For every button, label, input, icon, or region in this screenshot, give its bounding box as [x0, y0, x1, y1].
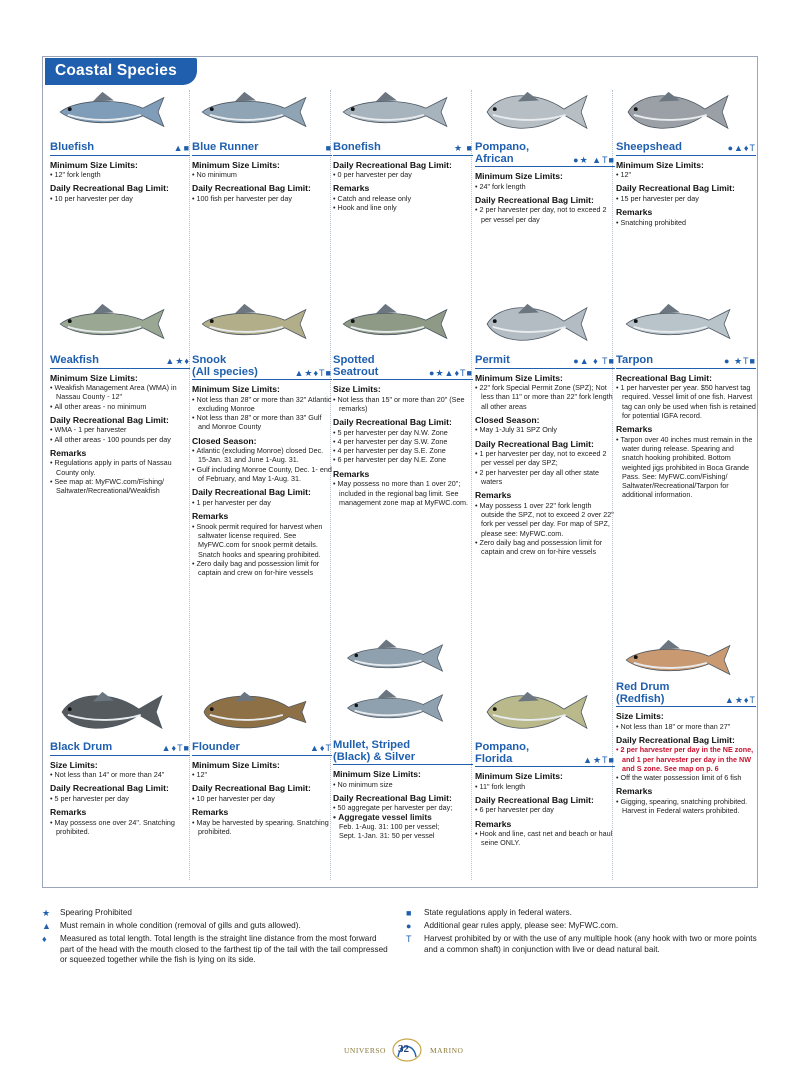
regulation-item: • 2 per harvester per day in the NE zone, and 1 per harvester per day in the NW and S zone. See map on p. 6	[616, 745, 756, 773]
regulation-item: • 12"	[192, 770, 332, 779]
species-title-row	[475, 142, 615, 167]
regulation-item: • Not less than 14" or more than 24"	[50, 770, 190, 779]
regulation-item: • May possess no more than 1 over 20"; included in the regional bag limit. See management zone map at MyFWC.com.	[333, 479, 473, 507]
fish-illustration	[48, 88, 176, 141]
regulation-item: • Zero daily bag and possession limit for captain and crew on for-hire vessels	[475, 538, 615, 557]
species-title-row	[50, 355, 190, 369]
legend-text: Additional gear rules apply, please see: MyFWC.com.	[424, 921, 619, 931]
fish-illustration	[331, 636, 459, 685]
species-name-line: Bluefish	[50, 141, 95, 153]
species-card	[50, 355, 190, 496]
species-name-line: Spotted	[333, 354, 375, 366]
regulation-symbols: ▲♦T	[310, 743, 332, 754]
species-title-row	[50, 742, 190, 756]
species-name-line: Permit	[475, 354, 510, 366]
species-name-line: Weakfish	[50, 354, 99, 366]
regulation-symbols: ▲★♦T	[724, 694, 756, 705]
section-heading: Remarks	[475, 490, 512, 501]
species-card	[616, 355, 756, 500]
regulation-item: • 15 per harvester per day	[616, 194, 756, 203]
species-name-line: Blue Runner	[192, 141, 259, 153]
regulation-item: • 100 fish per harvester per day	[192, 194, 332, 203]
species-name-line: Snook	[192, 354, 227, 366]
regulation-item: • 5 per harvester per day	[50, 794, 190, 803]
regulation-item: • May be harvested by spearing. Snatching prohibited.	[192, 818, 332, 837]
legend-text: Spearing Prohibited	[60, 908, 132, 917]
section-heading: Daily Recreational Bag Limit:	[475, 794, 594, 805]
section-heading: Minimum Size Limits:	[475, 771, 563, 781]
fish-illustration	[331, 300, 459, 353]
regulation-item: • Snatching prohibited	[616, 218, 756, 227]
species-name-line: Bonefish	[333, 141, 381, 153]
section-heading: Minimum Size Limits:	[616, 159, 704, 170]
section-heading: Remarks	[192, 807, 229, 818]
legend-item	[42, 921, 390, 931]
legend-left	[42, 908, 390, 968]
regulation-item-bold: • Aggregate vessel limits	[333, 813, 473, 822]
regulation-symbols: ●▲♦T	[727, 143, 756, 154]
section-heading: Minimum Size Limits:	[192, 159, 280, 170]
regulation-item: • Weakfish Management Area (WMA) in Nassau County - 12"	[50, 383, 190, 402]
section-heading: Minimum Size Limits:	[333, 769, 421, 779]
species-name	[50, 742, 112, 754]
fish-illustration	[190, 688, 318, 741]
regulation-item: • 12"	[616, 170, 756, 179]
species-name-line: Mullet, Striped	[333, 739, 411, 751]
regulation-item: • Snook permit required for harvest when saltwater license required. See MyFWC.com for snook permit details. Snatch hooks and spearing prohibited.	[192, 522, 332, 559]
regulation-item: • Not less than 28" or more than 33" Gulf and Monroe County	[192, 413, 332, 432]
species-name	[616, 355, 653, 367]
species-name	[616, 142, 682, 154]
regulation-item: • 4 per harvester per day S.E. Zone	[333, 446, 473, 455]
species-name-line: (Redfish)	[616, 692, 665, 705]
section-heading: Minimum Size Limits:	[50, 159, 138, 170]
regulation-symbols: ●★▲♦T■	[429, 367, 473, 378]
species-title-row	[333, 355, 473, 380]
species-card	[333, 355, 473, 507]
regulation-item: • 10 per harvester per day	[50, 194, 190, 203]
species-name	[475, 142, 529, 165]
section-heading: Minimum Size Limits:	[192, 759, 280, 770]
section-heading: Daily Recreational Bag Limit:	[475, 438, 594, 449]
species-name	[616, 682, 669, 705]
regulation-item: • Catch and release only	[333, 194, 473, 203]
section-heading: Remarks	[616, 424, 653, 435]
section-heading: Daily Recreational Bag Limit:	[192, 487, 311, 498]
species-card	[475, 355, 615, 557]
legend-text: State regulations apply in federal waters.	[424, 908, 572, 917]
regulation-item: • May possess 1 over 22" fork length outside the SPZ, not to exceed 2 over 22" fork per vessel per day. For map of SPZ, please see: MyFWC.com.	[475, 501, 615, 538]
species-name	[192, 142, 259, 154]
species-title-row	[333, 740, 473, 765]
species-name-line: Sheepshead	[616, 141, 682, 153]
species-name-line: (All species)	[192, 365, 258, 378]
species-card	[192, 142, 332, 203]
regulation-item: • 22" fork Special Permit Zone (SPZ); Not less than 11" or more than 22" fork length all other areas	[475, 383, 615, 411]
regulation-item: • 50 aggregate per harvester per day;	[333, 803, 473, 812]
legend-item	[406, 921, 758, 931]
species-name	[50, 142, 94, 154]
species-name-line: Red Drum	[616, 681, 670, 693]
regulation-item: • May possess one over 24". Snatching prohibited.	[50, 818, 190, 837]
regulation-item: • Gigging, spearing, snatching prohibited. Harvest in Federal waters prohibited.	[616, 797, 756, 816]
species-name	[333, 740, 415, 763]
species-title-row	[192, 142, 332, 156]
section-heading: Remarks	[333, 468, 370, 479]
legend-text: Must remain in whole condition (removal of gills and guts allowed).	[60, 921, 301, 931]
regulation-item: • Not less than 18" or more than 27"	[616, 722, 756, 731]
section-title: Coastal Species	[55, 62, 177, 79]
fish-illustration	[190, 88, 318, 141]
species-card	[192, 742, 332, 836]
regulation-item: • Not less than 15" or more than 20" (See remarks)	[333, 395, 473, 414]
regulation-detail: Feb. 1-Aug. 31: 100 per vessel;	[339, 821, 440, 831]
section-heading: Size Limits:	[50, 759, 98, 770]
regulation-item: • 6 per harvester per day	[475, 805, 615, 814]
section-heading: Remarks	[50, 447, 87, 458]
section-heading: Remarks	[616, 786, 653, 797]
legend-text: Harvest prohibited by or with the use of any multiple hook (any hook with two or more points and a common shaft) in conjunction with live or dead natural bait.	[424, 934, 757, 954]
regulation-item: • All other areas - 100 pounds per day	[50, 435, 190, 444]
species-title-row	[616, 142, 756, 156]
legend-text: Measured as total length. Total length is the straight line distance from the most forward part of the head with the mouth closed to the farthest tip of the tail with the tail compressed or squeezed together while the fish is lying on its side.	[60, 934, 388, 964]
species-name	[475, 742, 529, 765]
triangle-icon: ▲	[42, 921, 51, 932]
section-heading: Daily Recreational Bag Limit:	[50, 183, 169, 194]
circle-icon: ●	[406, 921, 412, 932]
section-heading: Daily Recreational Bag Limit:	[192, 783, 311, 794]
fish-illustration	[473, 300, 601, 353]
species-title-row	[333, 142, 473, 156]
species-name-line: Black Drum	[50, 741, 113, 753]
section-heading: Daily Recreational Bag Limit:	[333, 792, 452, 803]
species-name-line: Pompano,	[475, 141, 530, 153]
regulation-item: • WMA - 1 per harvester	[50, 425, 190, 434]
section-heading: Daily Recreational Bag Limit:	[475, 194, 594, 205]
fish-illustration	[473, 688, 601, 741]
regulation-item: • Tarpon over 40 inches must remain in the water during release. Spearing and snatch hooking prohibited. Bottom weighted jigs prohibited in Boca Grande Pass. See: MyFWC.com/Fishing/ Saltwater/Recreational/Tarpon for additional information.	[616, 435, 756, 500]
section-heading: Minimum Size Limits:	[475, 372, 563, 383]
fish-illustration	[48, 688, 176, 741]
page-footer	[0, 1037, 812, 1063]
fish-illustration	[614, 88, 742, 141]
species-name-line: Tarpon	[616, 354, 654, 366]
species-card	[50, 742, 190, 836]
diamond-icon: ♦	[42, 934, 47, 945]
fish-illustration	[331, 88, 459, 141]
footer-left-text: UNIVERSO	[344, 1046, 386, 1055]
regulation-item: • 1 per harvester per day, not to exceed 2 per vessel per day SPZ;	[475, 449, 615, 468]
regulation-item: • 4 per harvester per day S.W. Zone	[333, 437, 473, 446]
regulation-item: • 1 per harvester per year. $50 harvest tag required. Vessel limit of one fish. Harvest tag can only be used when fish is retained for potential IGFA record.	[616, 383, 756, 420]
legend-item	[42, 934, 390, 965]
species-card	[475, 142, 615, 224]
section-heading: Minimum Size Limits:	[50, 372, 138, 383]
section-heading: Size Limits:	[616, 711, 664, 721]
regulation-item: • 5 per harvester per day N.W. Zone	[333, 428, 473, 437]
section-heading: Remarks	[50, 807, 87, 818]
species-card	[475, 742, 615, 848]
regulation-symbols: ▲★♦	[165, 356, 190, 367]
species-title-row	[192, 742, 332, 756]
regulation-item: • 24" fork length	[475, 182, 615, 191]
section-heading: Daily Recreational Bag Limit:	[333, 417, 452, 428]
regulation-symbols: ▲★T■	[583, 754, 615, 765]
regulation-item: • Zero daily bag and possession limit for captain and crew on for-hire vessels	[192, 559, 332, 578]
footer-right-text: MARINO	[430, 1046, 464, 1055]
species-name	[192, 742, 240, 754]
legend-item	[406, 908, 758, 918]
species-name-line: Flounder	[192, 741, 240, 753]
species-card	[50, 142, 190, 203]
section-heading: Minimum Size Limits:	[192, 384, 280, 394]
section-heading: Remarks	[192, 511, 229, 522]
regulation-symbols: ▲★♦T■	[294, 367, 332, 378]
species-title-row	[50, 142, 190, 156]
species-name-line: Seatrout	[333, 365, 379, 378]
fish-illustration	[331, 686, 459, 735]
regulation-item: • Hook and line only	[333, 203, 473, 212]
section-heading: Daily Recreational Bag Limit:	[616, 183, 735, 194]
species-title-row	[475, 742, 615, 767]
species-name	[333, 142, 381, 154]
species-name-line: (Black) & Silver	[333, 750, 416, 763]
legend-item	[406, 934, 758, 954]
section-heading: Daily Recreational Bag Limit:	[333, 159, 452, 170]
species-card	[616, 682, 756, 816]
regulation-item: • Not less than 28" or more than 32" Atlantic excluding Monroe	[192, 395, 332, 414]
regulation-item: • Off the water possession limit of 6 fish	[616, 773, 756, 782]
star-icon: ★	[42, 908, 51, 918]
fish-illustration	[190, 300, 318, 353]
section-heading: Minimum Size Limits:	[475, 171, 563, 181]
species-name-line: African	[475, 152, 514, 165]
fish-illustration	[48, 300, 176, 353]
regulation-symbols: ▲♦T■	[161, 743, 190, 754]
regulation-item: • Regulations apply in parts of Nassau County only.	[50, 458, 190, 477]
species-card	[333, 142, 473, 212]
section-heading: Size Limits:	[333, 384, 381, 394]
species-card	[333, 740, 473, 840]
regulation-item: • 1 per harvester per day	[192, 498, 332, 507]
section-heading: Daily Recreational Bag Limit:	[50, 783, 169, 794]
species-title-row	[616, 682, 756, 707]
regulation-item: • May 1-July 31 SPZ Only	[475, 425, 615, 434]
regulation-item: • No minimum size	[333, 780, 473, 789]
species-name-line: Florida	[475, 752, 513, 765]
page-number: 32	[398, 1043, 409, 1055]
regulation-item: • 0 per harvester per day	[333, 170, 473, 179]
section-heading: Daily Recreational Bag Limit:	[50, 414, 169, 425]
section-heading: Closed Season:	[475, 414, 540, 425]
regulation-symbols: ▲■	[173, 143, 190, 154]
species-name	[192, 355, 258, 378]
section-heading: Recreational Bag Limit:	[616, 372, 712, 383]
regulation-item: • 2 per harvester per day, not to exceed 2 per vessel per day	[475, 205, 615, 224]
section-heading: Closed Season:	[192, 435, 257, 446]
legend-item	[42, 908, 390, 918]
species-card	[616, 142, 756, 227]
regulation-item: • Hook and line, cast net and beach or haul seine ONLY.	[475, 829, 615, 848]
section-heading: Remarks	[475, 818, 512, 829]
regulation-item: • 11" fork length	[475, 782, 615, 791]
species-name	[475, 355, 510, 367]
legend-right	[406, 908, 758, 958]
fish-illustration	[614, 300, 742, 353]
section-heading: Daily Recreational Bag Limit:	[192, 183, 311, 194]
regulation-symbols: ■	[325, 143, 332, 154]
section-header	[45, 58, 197, 85]
section-heading: Remarks	[333, 183, 370, 194]
species-title-row	[475, 355, 615, 369]
species-title-row	[192, 355, 332, 380]
regulation-item: • See map at: MyFWC.com/Fishing/ Saltwater/Recreational/Weakfish	[50, 477, 190, 496]
fish-illustration	[473, 88, 601, 141]
species-name-line: Pompano,	[475, 741, 530, 753]
regulation-item: • 2 per harvester per day all other state waters	[475, 468, 615, 487]
regulation-item: • 6 per harvester per day N.E. Zone	[333, 455, 473, 464]
regulation-item: • 10 per harvester per day	[192, 794, 332, 803]
regulation-symbols: ★ ■	[453, 143, 473, 154]
regulation-item: • 12" fork length	[50, 170, 190, 179]
section-heading: Daily Recreational Bag Limit:	[616, 734, 735, 745]
species-card	[192, 355, 332, 577]
species-title-row	[616, 355, 756, 369]
regulation-item: • No minimum	[192, 170, 332, 179]
species-name	[333, 355, 378, 378]
regulation-item: • Gulf including Monroe County, Dec. 1- end of February, and May 1-Aug. 31.	[192, 465, 332, 484]
section-heading: Remarks	[616, 207, 653, 218]
regulation-symbols: ●★ ▲T■	[573, 154, 615, 165]
species-name	[50, 355, 99, 367]
multi-hook-icon: T	[406, 934, 412, 945]
regulation-item: • Atlantic (excluding Monroe) closed Dec. 15-Jan. 31 and June 1-Aug. 31.	[192, 446, 332, 465]
regulation-item: • All other areas - no minimum	[50, 402, 190, 411]
square-icon: ■	[406, 908, 412, 918]
regulation-symbols: ●▲ ♦ T■	[573, 356, 615, 367]
regulation-symbols: ● ★T■	[724, 356, 756, 367]
regulation-detail: Sept. 1-Jan. 31: 50 per vessel	[339, 831, 435, 841]
